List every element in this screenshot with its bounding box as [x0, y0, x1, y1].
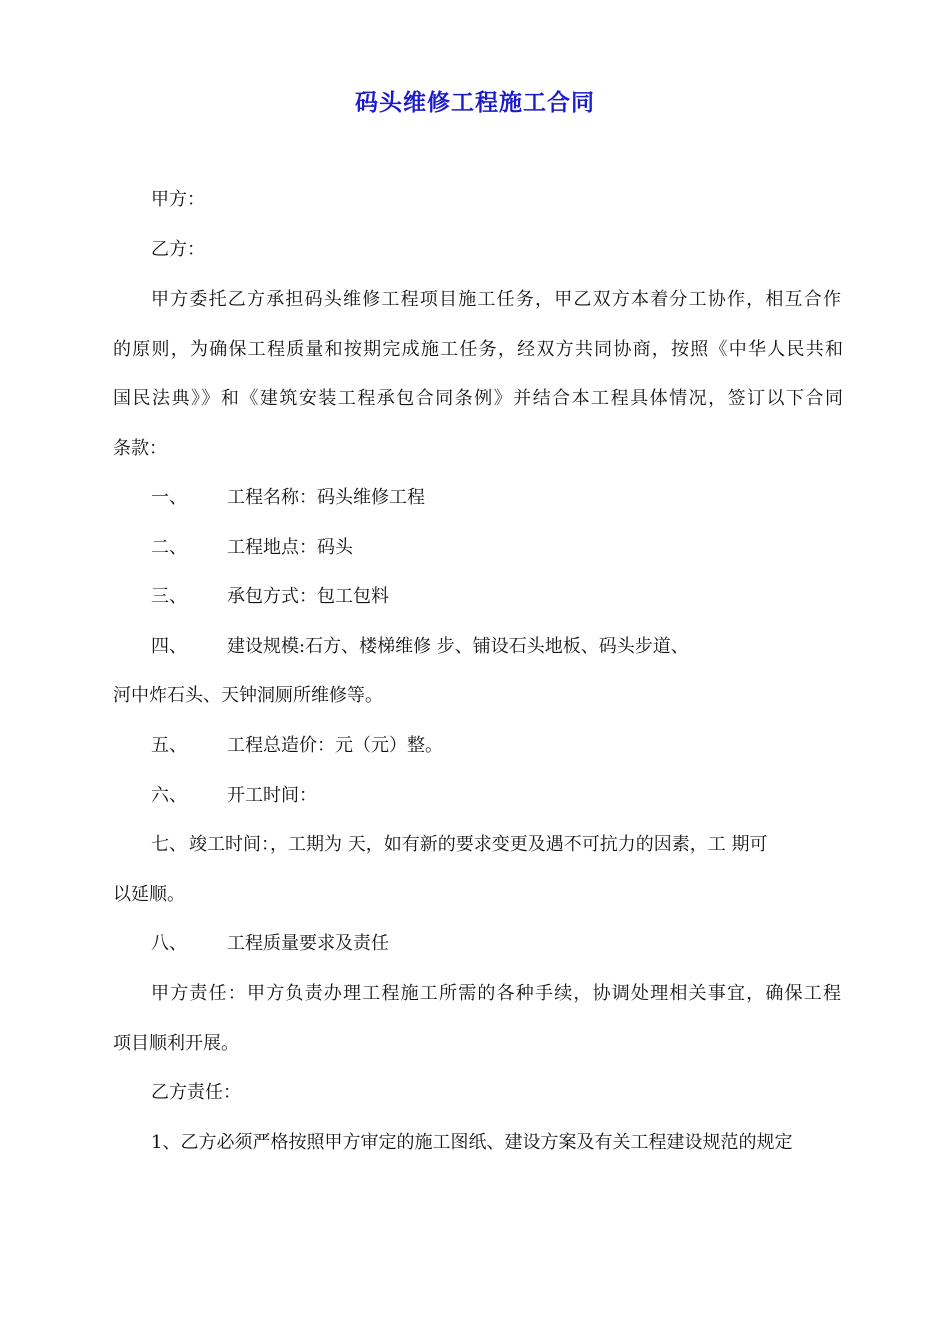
clause-8 [151, 932, 881, 956]
clause-2 [151, 536, 881, 560]
clause-7 [151, 833, 843, 857]
clause-text: 工程名称：码头维修工程 [227, 487, 425, 508]
clause-number: 七、 [151, 834, 187, 855]
clause-3 [151, 585, 881, 609]
clause-number: 八、 [151, 933, 187, 954]
clause-5 [151, 734, 881, 758]
clause-text: 竣工时间：，工期为 天，如有新的要求变更及遇不可抗力的因素，工 期可 [189, 834, 768, 855]
clause-text: 工程总造价：元（元）整。 [227, 735, 443, 756]
party-b-label: 乙方： [151, 239, 205, 260]
party-b-responsibility-label: 乙方责任： [151, 1082, 241, 1103]
document-title: 码头维修工程施工合同 [355, 89, 595, 116]
clause-text: 工程地点：码头 [227, 537, 353, 558]
clause-4 [151, 635, 881, 659]
intro-line-3: 国民法典》》和《建筑安装工程承包合同条例》并结合本工程具体情况，签订以下合同 [113, 388, 843, 409]
clause-text: 开工时间： [227, 785, 317, 806]
intro-line-1: 甲方委托乙方承担码头维修工程项目施工任务，甲乙双方本着分工协作，相互合作 [151, 289, 841, 310]
clause-1 [151, 486, 881, 510]
clause-number: 五、 [151, 735, 187, 756]
clause-number: 一、 [151, 487, 187, 508]
clause-number: 三、 [151, 586, 187, 607]
clause-text: 承包方式：包工包料 [227, 586, 389, 607]
clause-text: 建设规模:石方、楼梯维修 步、铺设石头地板、码头步道、 [227, 636, 689, 657]
party-a-label: 甲方： [151, 189, 205, 210]
clause-number: 六、 [151, 785, 187, 806]
clause-4-continuation: 河中炸石头、天钟洞厕所维修等。 [113, 685, 383, 706]
clause-6 [151, 784, 881, 808]
intro-line-2: 的原则，为确保工程质量和按期完成施工任务，经双方共同协商，按照《中华人民共和 [113, 339, 843, 360]
party-a-responsibility-line-1: 甲方责任：甲方负责办理工程施工所需的各种手续，协调处理相关事宜，确保工程 [151, 983, 841, 1004]
clause-7-continuation: 以延顺。 [113, 884, 185, 905]
party-b-responsibility-item-1: 1、乙方必须严格按照甲方审定的施工图纸、建设方案及有关工程建设规范的规定 [151, 1132, 793, 1153]
clause-text: 工程质量要求及责任 [227, 933, 389, 954]
clause-number: 二、 [151, 537, 187, 558]
intro-line-4: 条款： [113, 438, 167, 459]
party-a-responsibility-line-2: 项目顺利开展。 [113, 1033, 239, 1054]
clause-number: 四、 [151, 636, 187, 657]
